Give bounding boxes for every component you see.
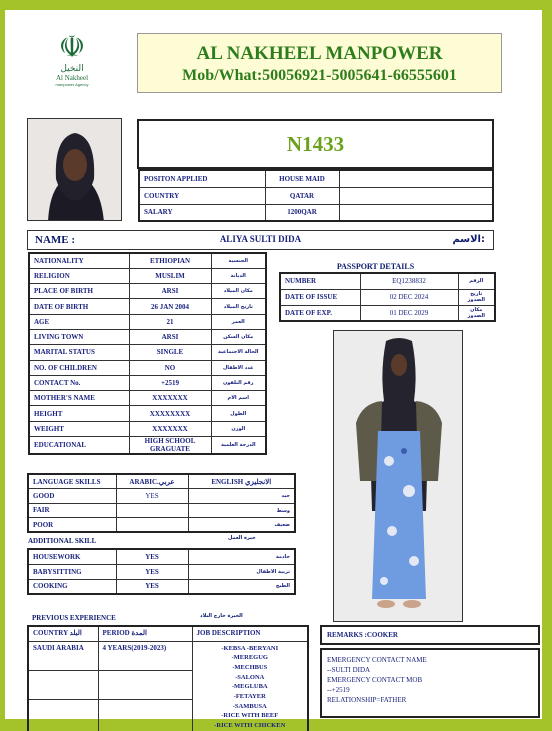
country-header: COUNTRY البلد bbox=[28, 626, 98, 641]
table-row bbox=[28, 503, 295, 518]
detail-value: XXXXXXX bbox=[129, 391, 211, 406]
additional-skill-title: ADDITIONAL SKILL bbox=[28, 537, 97, 545]
detail-label: RELIGION bbox=[29, 268, 129, 283]
detail-label: NO. OF CHILDREN bbox=[29, 360, 129, 375]
company-logo bbox=[50, 32, 94, 94]
passport-value: EQ1238832 bbox=[360, 273, 458, 289]
table-row bbox=[29, 314, 266, 329]
job-description-item: -MEREGUG bbox=[231, 654, 268, 662]
palm-logo-icon: ☫ bbox=[58, 30, 86, 65]
table-row bbox=[29, 345, 266, 360]
emergency-contact-line: EMERGENCY CONTACT NAME bbox=[327, 656, 427, 664]
remarks-box: REMARKS :COOKER bbox=[320, 625, 540, 645]
detail-label: MOTHER'S NAME bbox=[29, 391, 129, 406]
additional-skill-arabic-title: خبرة العمل bbox=[228, 535, 256, 541]
detail-value: XXXXXXXX bbox=[129, 406, 211, 421]
detail-value: 26 JAN 2004 bbox=[129, 299, 211, 314]
skill-label: COOKING bbox=[28, 579, 116, 594]
detail-value: ARSI bbox=[129, 284, 211, 299]
passport-label: NUMBER bbox=[280, 273, 360, 289]
company-name: AL NAKHEEL MANPOWER bbox=[196, 43, 443, 64]
passport-arabic-label: الرقم bbox=[458, 273, 495, 289]
table-row bbox=[28, 626, 308, 641]
detail-label: AGE bbox=[29, 314, 129, 329]
job-description-item: -RICE WITH CHICKEN bbox=[214, 722, 286, 730]
detail-label: LIVING TOWN bbox=[29, 329, 129, 344]
detail-label: PLACE OF BIRTH bbox=[29, 284, 129, 299]
detail-value: ETHIOPIAN bbox=[129, 253, 211, 268]
table-row bbox=[139, 204, 493, 221]
table-row bbox=[28, 579, 295, 594]
job-label: POSITON APPLIED bbox=[139, 170, 265, 187]
detail-arabic-label: تاريخ الميلاد bbox=[211, 299, 266, 314]
skill-arabic-label: خادمة bbox=[188, 549, 295, 564]
job-description-item: -KEBSA -BERYANI bbox=[221, 644, 279, 652]
name-bar bbox=[27, 230, 494, 250]
passport-details-title: PASSPORT DETAILS bbox=[336, 262, 415, 271]
detail-label: DATE OF BIRTH bbox=[29, 299, 129, 314]
passport-arabic-label: تاريخ الصدور bbox=[458, 289, 495, 305]
english-level-value bbox=[188, 503, 295, 518]
detail-arabic-label: اسم الام bbox=[211, 391, 266, 406]
table-row bbox=[29, 421, 266, 436]
language-skills-table bbox=[27, 473, 296, 533]
detail-value: XXXXXXX bbox=[129, 421, 211, 436]
job-description-list bbox=[192, 641, 308, 731]
candidate-full-photo bbox=[333, 330, 463, 622]
detail-arabic-label: مكان السكن bbox=[211, 329, 266, 344]
detail-arabic-label: الجنسية bbox=[211, 253, 266, 268]
language-level-arabic: جيد bbox=[281, 493, 290, 499]
candidate-portrait-photo bbox=[27, 118, 122, 221]
skill-label: HOUSEWORK bbox=[28, 549, 116, 564]
name-label: NAME : bbox=[35, 234, 76, 246]
candidate-name: ALIYA SULTI DIDA bbox=[219, 234, 302, 244]
job-value: HOUSE MAID bbox=[265, 170, 339, 187]
experience-country-empty bbox=[28, 700, 98, 731]
language-level: FAIR bbox=[28, 503, 116, 518]
table-row bbox=[29, 437, 266, 455]
logo-tagline: manpower Agency bbox=[55, 82, 89, 87]
logo-arabic-text: النخيل bbox=[60, 64, 84, 74]
table-row bbox=[280, 305, 495, 321]
detail-arabic-label: الدرجة العلمية bbox=[211, 437, 266, 455]
job-description-item: -SALONA bbox=[235, 673, 265, 681]
job-value: 1200QAR bbox=[265, 204, 339, 221]
table-row bbox=[29, 253, 266, 268]
table-row bbox=[28, 641, 308, 670]
table-row bbox=[29, 391, 266, 406]
emergency-contact-line: RELATIONSHIP=FATHER bbox=[327, 696, 407, 704]
table-row bbox=[28, 549, 295, 564]
previous-experience-title: PREVIOUS EXPERIENCE bbox=[32, 614, 116, 622]
additional-skills-table bbox=[27, 548, 296, 595]
language-level-arabic: وسط bbox=[276, 507, 290, 514]
detail-value: +2519 bbox=[129, 375, 211, 390]
table-row bbox=[28, 518, 295, 533]
passport-arabic-label: مكان الصدور bbox=[458, 305, 495, 321]
detail-arabic-label: رقم التلفون bbox=[211, 375, 266, 390]
english-column-header: ENGLISH الانجليزي bbox=[188, 474, 295, 489]
detail-arabic-label: الديانة bbox=[211, 268, 266, 283]
detail-value: SINGLE bbox=[129, 345, 211, 360]
experience-period-empty bbox=[98, 670, 192, 699]
detail-label: EDUCATIONAL bbox=[29, 437, 129, 455]
detail-arabic-label: الوزن bbox=[211, 421, 266, 436]
table-row bbox=[29, 406, 266, 421]
language-header: LANGUAGE SKILLS bbox=[28, 474, 116, 489]
emergency-contact-line: --SULTI DIDA bbox=[327, 666, 371, 674]
skill-value: YES bbox=[116, 579, 188, 594]
experience-country-empty bbox=[28, 670, 98, 699]
job-extra bbox=[339, 187, 493, 204]
previous-experience-table bbox=[27, 625, 309, 731]
job-value: QATAR bbox=[265, 187, 339, 204]
job-description-item: -RICE WITH BEEF bbox=[221, 712, 279, 720]
table-row bbox=[29, 284, 266, 299]
table-row bbox=[29, 299, 266, 314]
table-row bbox=[29, 268, 266, 283]
job-description-item: -MECHBUS bbox=[232, 663, 268, 671]
language-level: POOR bbox=[28, 518, 116, 533]
detail-value: MUSLIM bbox=[129, 268, 211, 283]
frame-right-border bbox=[542, 0, 552, 731]
table-row bbox=[28, 474, 295, 489]
skill-value: YES bbox=[116, 549, 188, 564]
detail-arabic-label: الطول bbox=[211, 406, 266, 421]
arabic-column-header: ARABIC.عربي bbox=[116, 474, 188, 489]
passport-details-table bbox=[279, 272, 496, 322]
job-description-header: JOB DESCRIPTION bbox=[192, 626, 308, 641]
candidate-code: N1433 bbox=[286, 132, 345, 156]
job-extra bbox=[339, 170, 493, 187]
detail-arabic-label: الحالة الاجتماعية bbox=[211, 345, 266, 360]
logo-brand-text: Al Nakheel bbox=[55, 74, 89, 82]
detail-value: 21 bbox=[129, 314, 211, 329]
detail-label: NATIONALITY bbox=[29, 253, 129, 268]
detail-label: CONTACT No. bbox=[29, 375, 129, 390]
skill-value: YES bbox=[116, 564, 188, 579]
table-row bbox=[139, 170, 493, 187]
detail-label: WEIGHT bbox=[29, 421, 129, 436]
skill-label: BABYSITTING bbox=[28, 564, 116, 579]
previous-experience-arabic-title: الخبرة خارج البلاد bbox=[200, 613, 243, 619]
frame-left-border bbox=[0, 0, 5, 731]
english-level-value bbox=[188, 489, 295, 504]
passport-value: 02 DEC 2024 bbox=[360, 289, 458, 305]
language-level-arabic: ضعيف bbox=[274, 522, 290, 528]
job-extra bbox=[339, 204, 493, 221]
english-level-value bbox=[188, 518, 295, 533]
table-row bbox=[29, 360, 266, 375]
detail-arabic-label: عدد الاطفال bbox=[211, 360, 266, 375]
passport-value: 01 DEC 2029 bbox=[360, 305, 458, 321]
job-label: SALARY bbox=[139, 204, 265, 221]
table-row bbox=[28, 489, 295, 504]
job-description-item: -FETAYER bbox=[233, 693, 266, 701]
detail-arabic-label: مكان الميلاد bbox=[211, 284, 266, 299]
table-row bbox=[139, 187, 493, 204]
detail-value: ARSI bbox=[129, 329, 211, 344]
detail-label: MARITAL STATUS bbox=[29, 345, 129, 360]
emergency-contact-box bbox=[320, 648, 540, 718]
job-info-table bbox=[138, 169, 494, 222]
table-row bbox=[29, 329, 266, 344]
arabic-level-value bbox=[116, 503, 188, 518]
job-description-item: -MEGLUBA bbox=[231, 683, 268, 691]
table-row bbox=[280, 273, 495, 289]
emergency-contact-line: --+2519 bbox=[327, 686, 350, 694]
company-header bbox=[137, 33, 502, 93]
passport-label: DATE OF ISSUE bbox=[280, 289, 360, 305]
arabic-level-value bbox=[116, 518, 188, 533]
skill-arabic-label: تربية الاطفال bbox=[188, 564, 295, 579]
detail-label: HEIGHT bbox=[29, 406, 129, 421]
candidate-code-box bbox=[137, 119, 494, 169]
arabic-level-value: YES bbox=[116, 489, 188, 504]
period-header: PERIOD المدة bbox=[98, 626, 192, 641]
detail-value: NO bbox=[129, 360, 211, 375]
emergency-contact-line: EMERGENCY CONTACT MOB bbox=[327, 676, 423, 684]
personal-details-table bbox=[28, 252, 267, 455]
language-level: GOOD bbox=[28, 489, 116, 504]
experience-country: SAUDI ARABIA bbox=[28, 641, 98, 670]
detail-arabic-label: العمر bbox=[211, 314, 266, 329]
experience-period-empty bbox=[98, 700, 192, 731]
experience-period: 4 YEARS(2019-2023) bbox=[98, 641, 192, 670]
table-row bbox=[29, 375, 266, 390]
name-arabic-label: الاسم: bbox=[452, 234, 485, 245]
table-row bbox=[280, 289, 495, 305]
job-description-item: -SAMBUSA bbox=[232, 702, 267, 710]
table-row bbox=[28, 564, 295, 579]
detail-value: HIGH SCHOOL GRAGUATE bbox=[129, 437, 211, 455]
passport-label: DATE OF EXP. bbox=[280, 305, 360, 321]
job-label: COUNTRY bbox=[139, 187, 265, 204]
company-contact: Mob/What:50056921-5005641-66555601 bbox=[182, 67, 457, 84]
frame-top-border bbox=[0, 0, 552, 10]
skill-arabic-label: الطبخ bbox=[188, 579, 295, 594]
